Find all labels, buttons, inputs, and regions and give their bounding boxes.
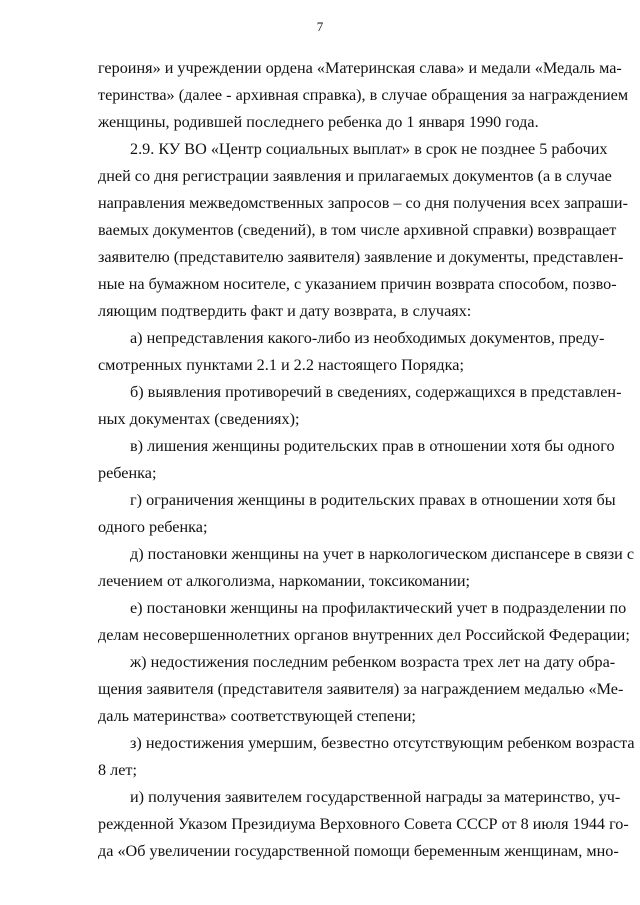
text-line: щения заявителя (представителя заявителя) за награждением медалью «Ме- <box>98 680 624 698</box>
text-line: ные на бумажном носителе, с указанием причин возврата способом, позво- <box>98 275 617 293</box>
text-line: женщины, родившей последнего ребенка до 1 января 1990 года. <box>98 113 539 131</box>
text-line: да «Об увеличении государственной помощи беременным женщинам, мно- <box>98 842 619 860</box>
list-item-zh: ж) недостижения последним ребенком возраста трех лет на дату обра- <box>130 653 616 671</box>
text-line: ных документах (сведениях); <box>98 410 300 428</box>
text-line: ляющим подтвердить факт и дату возврата, в случаях: <box>98 302 472 320</box>
list-item-b: б) выявления противоречий в сведениях, содержащихся в представлен- <box>130 383 622 401</box>
list-item-e: е) постановки женщины на профилактический учет в подразделении по <box>130 599 627 617</box>
text-line: ребенка; <box>98 464 157 482</box>
text-line: теринства» (далее - архивная справка), в случае обращения за награждением <box>98 86 629 104</box>
text-line: направления межведомственных запросов – со дня получения всех запраши- <box>98 194 628 212</box>
text-line: ваемых документов (сведений), в том числе архивной справки) возвращает <box>98 221 617 239</box>
list-item-d: д) постановки женщины на учет в наркологическом диспансере в связи с <box>130 545 635 563</box>
text-line: смотренных пунктами 2.1 и 2.2 настоящего Порядка; <box>98 356 464 374</box>
page-number: 7 <box>316 19 324 34</box>
list-item-z: з) недостижения умершим, безвестно отсутствующим ребенком возраста <box>130 734 635 752</box>
text-line: режденной Указом Президиума Верховного Совета СССР от 8 июля 1944 го- <box>98 815 629 833</box>
text-line: 8 лет; <box>98 761 137 779</box>
text-line: героиня» и учреждении ордена «Материнская слава» и медали «Медаль ма- <box>98 59 622 77</box>
paragraph-2-9-first-line: 2.9. КУ ВО «Центр социальных выплат» в срок не позднее 5 рабочих <box>130 140 608 158</box>
text-line: одного ребенка; <box>98 518 208 536</box>
list-item-v: в) лишения женщины родительских прав в отношении хотя бы одного <box>130 437 615 455</box>
list-item-a: а) непредставления какого-либо из необходимых документов, преду- <box>130 329 605 347</box>
text-line: лечением от алкоголизма, наркомании, токсикомании; <box>98 572 471 590</box>
list-item-i: и) получения заявителем государственной награды за материнство, уч- <box>130 788 621 806</box>
text-line: даль материнства» соответствующей степени; <box>98 707 416 725</box>
text-line: заявителю (представителю заявителя) заявление и документы, представлен- <box>98 248 624 266</box>
text-line: дней со дня регистрации заявления и прилагаемых документов (а в случае <box>98 167 612 185</box>
list-item-g: г) ограничения женщины в родительских правах в отношении хотя бы <box>130 491 616 509</box>
text-line: делам несовершеннолетних органов внутренних дел Российской Федерации; <box>98 626 630 644</box>
